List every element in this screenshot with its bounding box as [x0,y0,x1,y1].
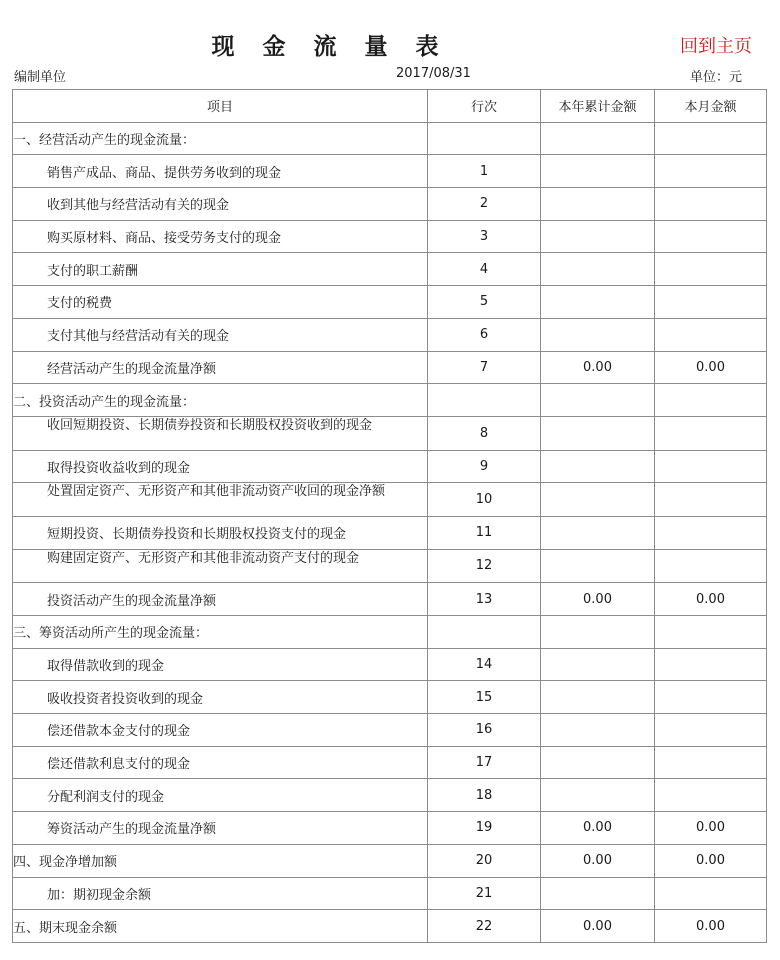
row-item-label [13,483,428,517]
row-item-label: 经营活动产生的现金流量净额 [13,351,428,384]
row-item-label: 销售产成品、商品、提供劳务收到的现金 [13,155,428,188]
back-to-home-link[interactable]: 回到主页 [680,36,752,57]
row-item-label: 收到其他与经营活动有关的现金 [13,188,428,221]
table-row [13,648,767,681]
table-row [13,746,767,779]
row-month-amount: 0.00 [655,351,767,384]
row-ytd-amount [541,648,655,681]
row-month-amount: 0.00 [655,583,767,616]
column-header-month-amount: 本月金额 [655,90,767,123]
row-month-amount [655,155,767,188]
row-item-label [13,549,428,583]
column-header-line-no: 行次 [428,90,541,123]
row-ytd-amount [541,188,655,221]
table-row [13,616,767,649]
table-row [13,220,767,253]
row-line-number: 3 [428,220,541,253]
row-month-amount: 0.00 [655,812,767,845]
row-month-amount [655,648,767,681]
row-ytd-amount [541,616,655,649]
table-row [13,416,767,450]
row-month-amount [655,516,767,549]
row-item-label: 支付的税费 [13,286,428,319]
row-line-number: 9 [428,450,541,483]
row-ytd-amount [541,318,655,351]
page-title: 现 金 流 量 表 [211,34,449,60]
row-month-amount [655,384,767,417]
table-row [13,384,767,417]
row-line-number: 7 [428,351,541,384]
row-month-amount [655,253,767,286]
table-row [13,188,767,221]
row-ytd-amount: 0.00 [541,351,655,384]
row-line-number: 19 [428,812,541,845]
table-row [13,910,767,943]
row-item-label: 支付其他与经营活动有关的现金 [13,318,428,351]
row-month-amount [655,714,767,747]
row-line-number: 5 [428,286,541,319]
row-ytd-amount [541,877,655,910]
row-ytd-amount [541,253,655,286]
table-header-row [13,90,767,123]
row-line-number: 20 [428,844,541,877]
row-item-text: 购建固定资产、无形资产和其他非流动资产支付的现金 [47,550,360,566]
table-row [13,844,767,877]
table-row [13,681,767,714]
row-month-amount [655,779,767,812]
row-ytd-amount: 0.00 [541,583,655,616]
row-line-number: 14 [428,648,541,681]
table-row [13,714,767,747]
table-row [13,583,767,616]
row-line-number: 12 [428,549,541,583]
row-ytd-amount [541,450,655,483]
row-month-amount [655,549,767,583]
table-row [13,812,767,845]
row-line-number: 18 [428,779,541,812]
table-row [13,286,767,319]
row-month-amount [655,122,767,155]
row-ytd-amount [541,549,655,583]
row-line-number [428,122,541,155]
row-item-label: 分配利润支付的现金 [13,779,428,812]
row-month-amount [655,220,767,253]
row-ytd-amount [541,483,655,517]
column-header-item: 项目 [13,90,428,123]
row-ytd-amount [541,714,655,747]
table-row [13,122,767,155]
row-month-amount [655,483,767,517]
row-ytd-amount [541,122,655,155]
currency-unit-label: 单位：元 [689,70,742,85]
row-month-amount [655,746,767,779]
row-ytd-amount [541,155,655,188]
row-item-label: 短期投资、长期债券投资和长期股权投资支付的现金 [13,516,428,549]
table-row [13,351,767,384]
table-row [13,549,767,583]
row-line-number: 15 [428,681,541,714]
row-item-label: 筹资活动产生的现金流量净额 [13,812,428,845]
row-item-text: 处置固定资产、无形资产和其他非流动资产收回的现金净额 [47,484,386,500]
row-item-label: 吸收投资者投资收到的现金 [13,681,428,714]
row-ytd-amount [541,681,655,714]
report-date: 2017/08/31 [396,66,471,81]
row-month-amount [655,286,767,319]
row-item-label: 取得借款收到的现金 [13,648,428,681]
row-item-label: 偿还借款利息支付的现金 [13,746,428,779]
row-line-number [428,616,541,649]
row-line-number: 13 [428,583,541,616]
row-item-label: 支付的职工薪酬 [13,253,428,286]
row-item-label: 加：期初现金余额 [13,877,428,910]
table-row [13,483,767,517]
table-row [13,318,767,351]
row-ytd-amount: 0.00 [541,910,655,943]
row-month-amount [655,188,767,221]
row-item-label: 取得投资收益收到的现金 [13,450,428,483]
row-month-amount: 0.00 [655,844,767,877]
table-row [13,450,767,483]
cash-flow-table [12,89,767,943]
row-item-label [13,416,428,450]
row-ytd-amount [541,416,655,450]
row-month-amount [655,318,767,351]
column-header-ytd-amount: 本年累计金额 [541,90,655,123]
row-ytd-amount [541,779,655,812]
row-ytd-amount: 0.00 [541,812,655,845]
row-line-number: 4 [428,253,541,286]
row-ytd-amount [541,286,655,319]
row-month-amount [655,877,767,910]
row-item-label: 投资活动产生的现金流量净额 [13,583,428,616]
table-row [13,253,767,286]
row-line-number: 17 [428,746,541,779]
row-line-number: 10 [428,483,541,517]
table-row [13,877,767,910]
row-line-number: 6 [428,318,541,351]
row-ytd-amount [541,384,655,417]
row-month-amount [655,450,767,483]
row-item-label: 购买原材料、商品、接受劳务支付的现金 [13,220,428,253]
row-item-label: 五、期末现金余额 [13,910,428,943]
row-month-amount: 0.00 [655,910,767,943]
row-item-label: 三、筹资活动所产生的现金流量： [13,616,428,649]
row-item-label: 二、投资活动产生的现金流量： [13,384,428,417]
row-line-number: 1 [428,155,541,188]
row-ytd-amount [541,746,655,779]
table-row [13,779,767,812]
compiling-unit-label: 编制单位 [14,70,67,85]
row-month-amount [655,616,767,649]
table-row [13,516,767,549]
row-item-label: 偿还借款本金支付的现金 [13,714,428,747]
row-item-text: 收回短期投资、长期债券投资和长期股权投资收到的现金 [47,417,373,433]
row-ytd-amount [541,220,655,253]
row-line-number: 2 [428,188,541,221]
row-month-amount [655,681,767,714]
row-ytd-amount [541,516,655,549]
row-line-number: 16 [428,714,541,747]
row-line-number: 8 [428,416,541,450]
row-line-number: 21 [428,877,541,910]
row-line-number: 22 [428,910,541,943]
table-row [13,155,767,188]
row-ytd-amount: 0.00 [541,844,655,877]
row-line-number: 11 [428,516,541,549]
row-month-amount [655,416,767,450]
row-line-number [428,384,541,417]
row-item-label: 一、经营活动产生的现金流量： [13,122,428,155]
row-item-label: 四、现金净增加额 [13,844,428,877]
